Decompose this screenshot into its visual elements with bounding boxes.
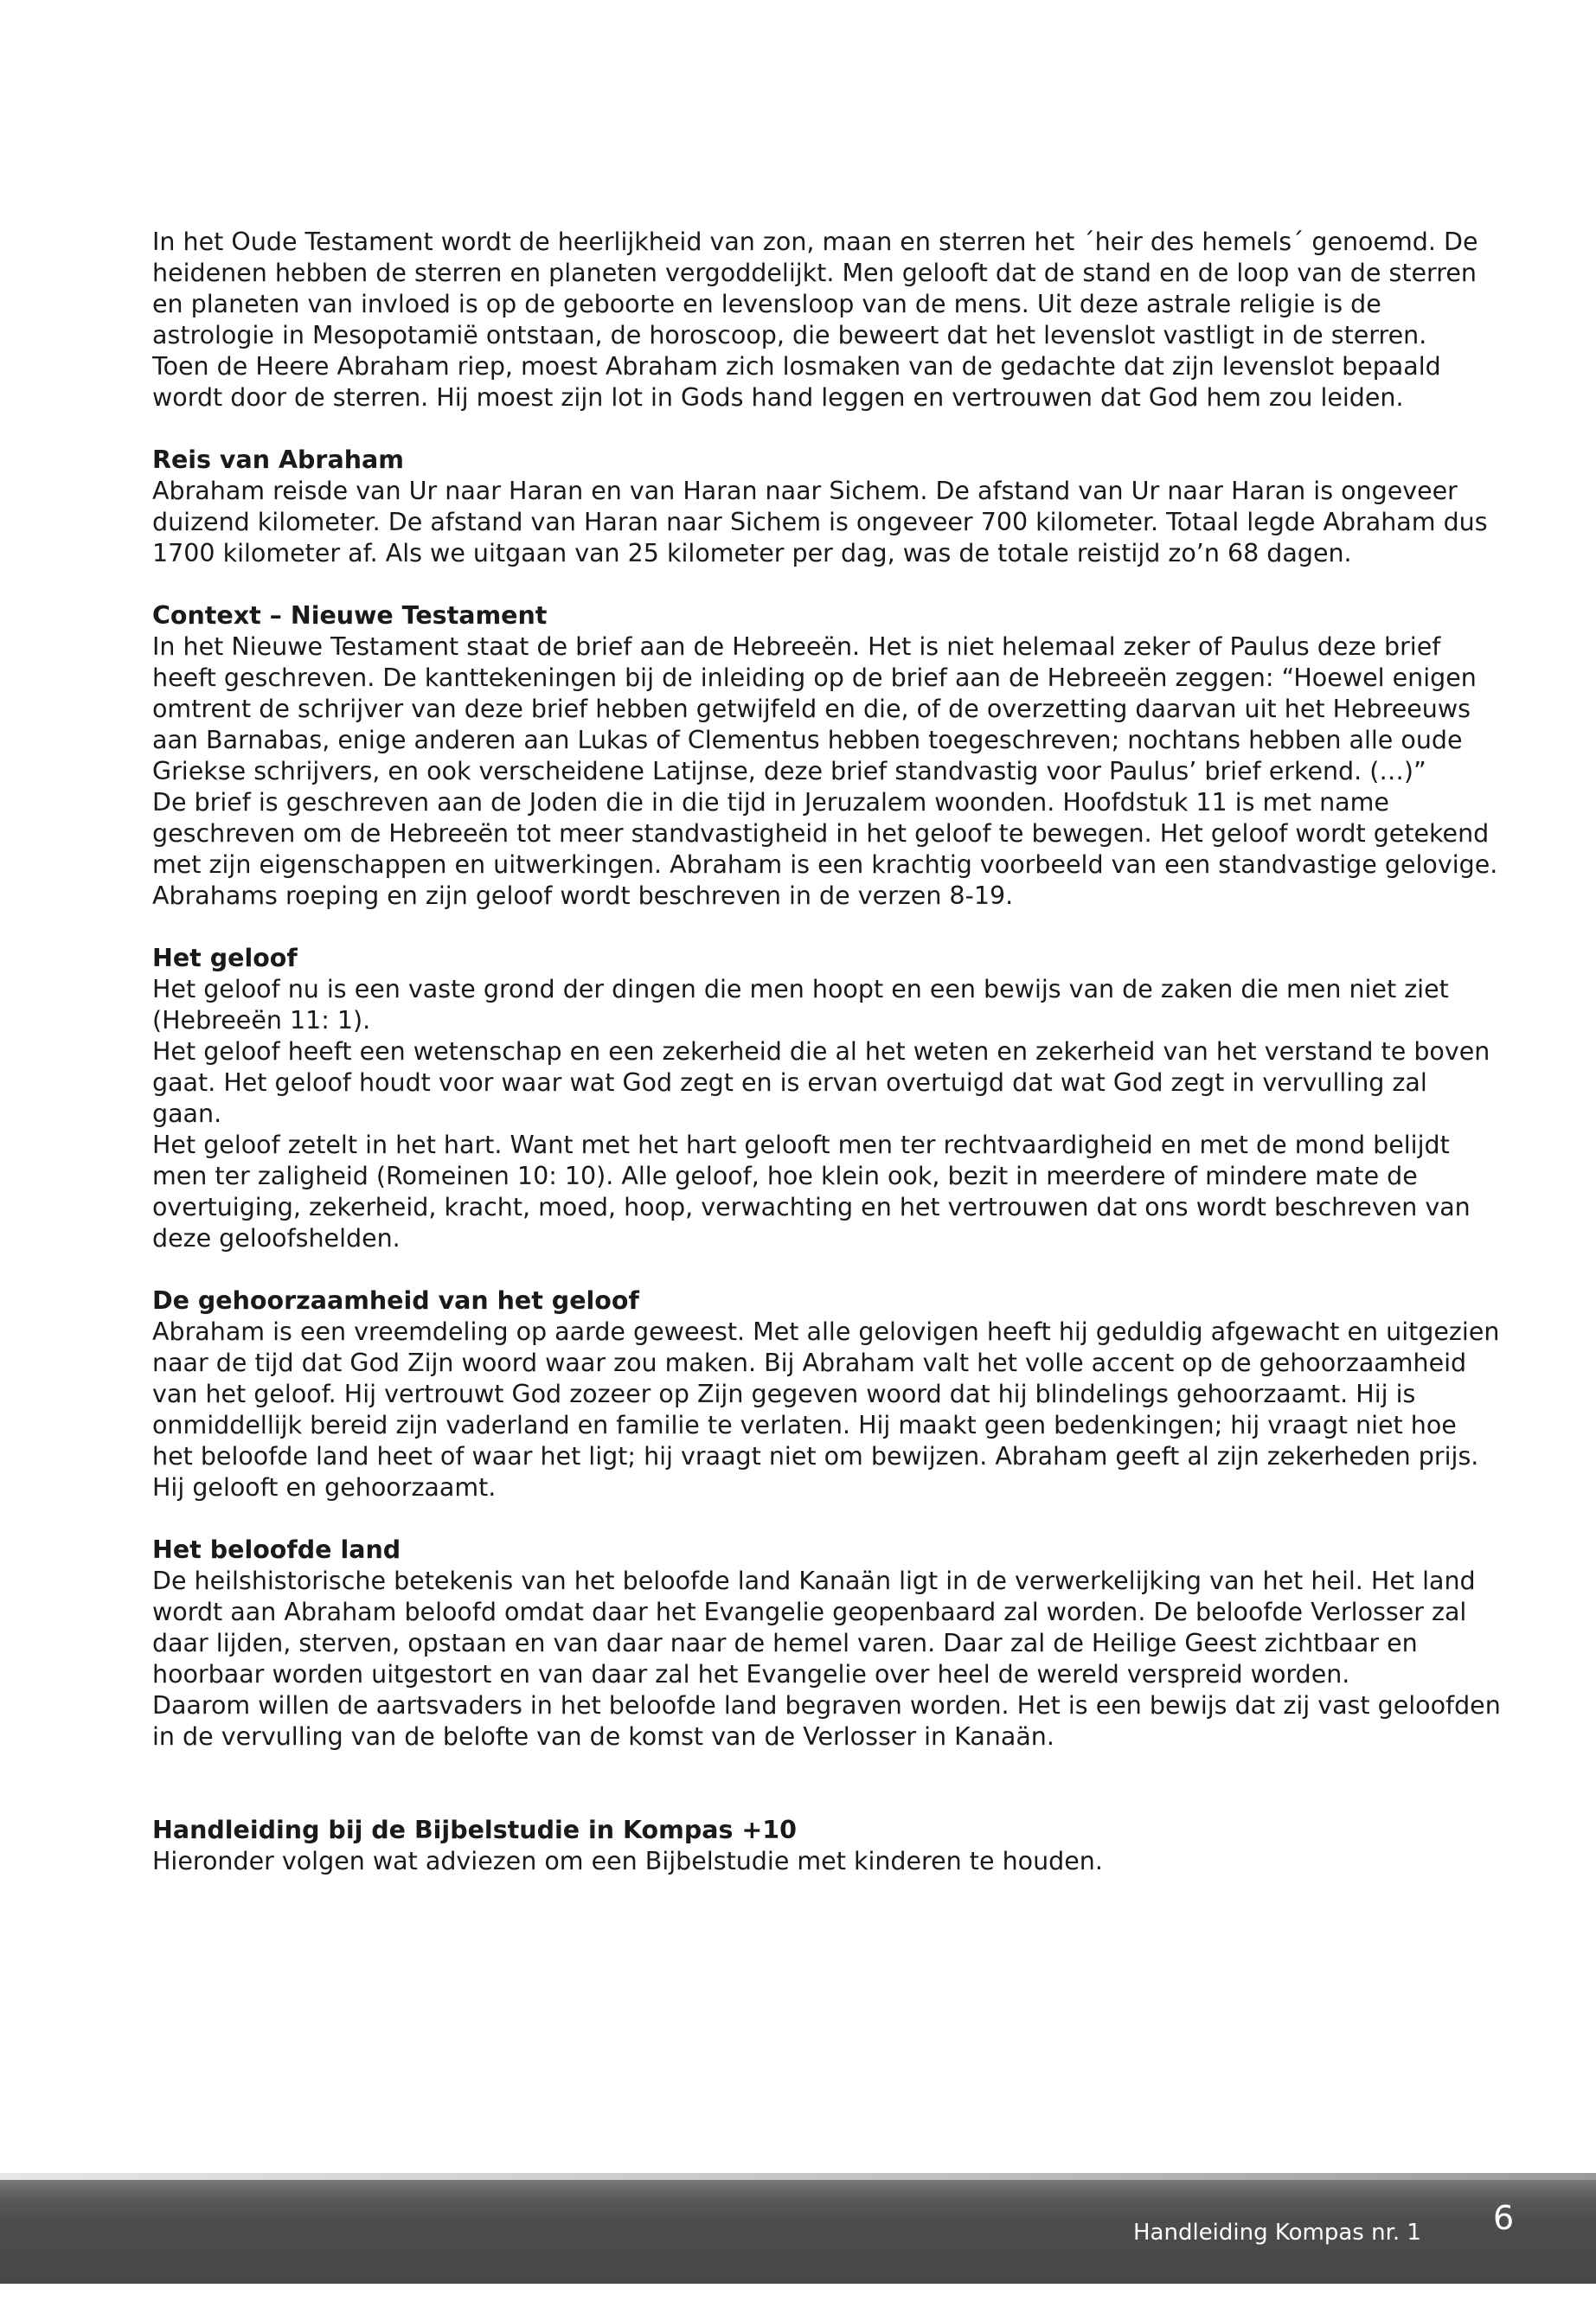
land-paragraph-2: Daarom willen de aartsvaders in het beloofde land begraven worden. Het is een bewijs dat zij vast geloofden in de vervulling van de belofte van de komst van de Verlosser in Kanaän. (152, 1691, 1501, 1751)
intro-paragraph-2: Toen de Heere Abraham riep, moest Abraham zich losmaken van de gedachte dat zijn levenslot bepaald wordt door de sterren. Hij moest zijn lot in Gods hand leggen en vertrouwen dat God hem zou leiden. (152, 352, 1441, 412)
land-section (152, 1535, 1502, 1753)
intro-paragraph-1: In het Oude Testament wordt de heerlijkheid van zon, maan en sterren het ´heir des hemels´ genoemd. De heidenen hebben de sterren en planeten vergoddelijkt. Men gelooft dat de stand en de loop van de sterren en planeten van invloed is op de geboorte en levensloop van de mens. Uit deze astrale religie is de astrologie in Mesopotamië ontstaan, de horoscoop, die beweert dat het levenslot vastligt in de sterren. (152, 228, 1478, 349)
context-paragraph-1: In het Nieuwe Testament staat de brief aan de Hebreeën. Het is niet helemaal zeker of Paulus deze brief heeft geschreven. De kanttekeningen bij de inleiding op de brief aan de Hebreeën zeggen: “Hoewel enigen omtrent de schrijver van deze brief hebben getwijfeld en die, of de overzetting daarvan uit het Hebreeuws aan Barnabas, enige anderen aan Lukas of Clementus hebben toegeschreven; nochtans hebben alle oude Griekse schrijvers, en ook verscheidene Latijnse, deze brief standvastig voor Paulus’ brief erkend. (…)” (152, 632, 1477, 785)
handleiding-heading: Handleiding bij de Bijbelstudie in Kompas +10 (152, 1816, 797, 1844)
reis-heading: Reis van Abraham (152, 445, 404, 474)
land-heading: Het beloofde land (152, 1535, 401, 1564)
handleiding-paragraph-1: Hieronder volgen wat adviezen om een Bijbelstudie met kinderen te houden. (152, 1847, 1103, 1875)
geloof-paragraph-3: Het geloof zetelt in het hart. Want met het hart gelooft men ter rechtvaardigheid en met de mond belijdt men ter zaligheid (Romeinen 10: 10). Alle geloof, hoe klein ook, bezit in meerdere of mindere mate de overtuiging, zekerheid, kracht, moed, hoop, verwachting en het vertrouwen dat ons wordt beschreven van deze geloofshelden. (152, 1131, 1471, 1253)
geloof-section (152, 943, 1502, 1254)
geloof-heading: Het geloof (152, 944, 298, 972)
intro-section (152, 227, 1502, 413)
land-paragraph-1: De heilshistorische betekenis van het beloofde land Kanaän ligt in de verwerkelijking van het heil. Het land wordt aan Abraham beloofd omdat daar het Evangelie geopenbaard zal worden. De beloofde Verlosser zal daar lijden, sterven, opstaan en van daar naar de hemel varen. Daar zal de Heilige Geest zichtbaar en hoorbaar worden uitgestort en van daar zal het Evangelie over heel de wereld verspreid worden. (152, 1567, 1476, 1689)
handleiding-section (152, 1815, 1502, 1877)
geloof-paragraph-1: Het geloof nu is een vaste grond der dingen die men hoopt en een bewijs van de zaken die men niet ziet (Hebreeën 11: 1). (152, 975, 1449, 1035)
context-heading: Context – Nieuwe Testament (152, 601, 548, 630)
context-section (152, 600, 1502, 912)
reis-paragraph-1: Abraham reisde van Ur naar Haran en van Haran naar Sichem. De afstand van Ur naar Haran is ongeveer duizend kilometer. De afstand van Haran naar Sichem is ongeveer 700 kilometer. Totaal legde Abraham dus 1700 kilometer af. Als we uitgaan van 25 kilometer per dag, was de totale reistijd zo’n 68 dagen. (152, 477, 1488, 567)
reis-section (152, 445, 1502, 569)
page-body (152, 227, 1502, 1877)
page-number: 6 (1493, 2199, 1515, 2237)
gehoorzaamheid-paragraph-1: Abraham is een vreemdeling op aarde geweest. Met alle gelovigen heeft hij geduldig afgewacht en uitgezien naar de tijd dat God Zijn woord waar zou maken. Bij Abraham valt het volle accent op de gehoorzaamheid van het geloof. Hij vertrouwt God zozeer op Zijn gegeven woord dat hij blindelings gehoorzaamt. Hij is onmiddellijk bereid zijn vaderland en familie te verlaten. Hij maakt geen bedenkingen; hij vraagt niet hoe het beloofde land heet of waar het ligt; hij vraagt niet om bewijzen. Abraham geeft al zijn zekerheden prijs. Hij gelooft en gehoorzaamt. (152, 1317, 1500, 1502)
context-paragraph-2: De brief is geschreven aan de Joden die in die tijd in Jeruzalem woonden. Hoofdstuk 11 is met name geschreven om de Hebreeën tot meer standvastigheid in het geloof te bewegen. Het geloof wordt getekend met zijn eigenschappen en uitwerkingen. Abraham is een krachtig voorbeeld van een standvastige gelovige. Abrahams roeping en zijn geloof wordt beschreven in de verzen 8-19. (152, 788, 1498, 910)
gehoorzaamheid-section (152, 1285, 1502, 1503)
geloof-paragraph-2: Het geloof heeft een wetenschap en een zekerheid die al het weten en zekerheid van het verstand te boven gaat. Het geloof houdt voor waar wat God zegt en is ervan overtuigd dat wat God zegt in vervulling zal gaan. (152, 1037, 1490, 1128)
footer-title: Handleiding Kompas nr. 1 (1133, 2220, 1421, 2246)
gehoorzaamheid-heading: De gehoorzaamheid van het geloof (152, 1286, 639, 1315)
footer-divider (0, 2173, 1596, 2180)
